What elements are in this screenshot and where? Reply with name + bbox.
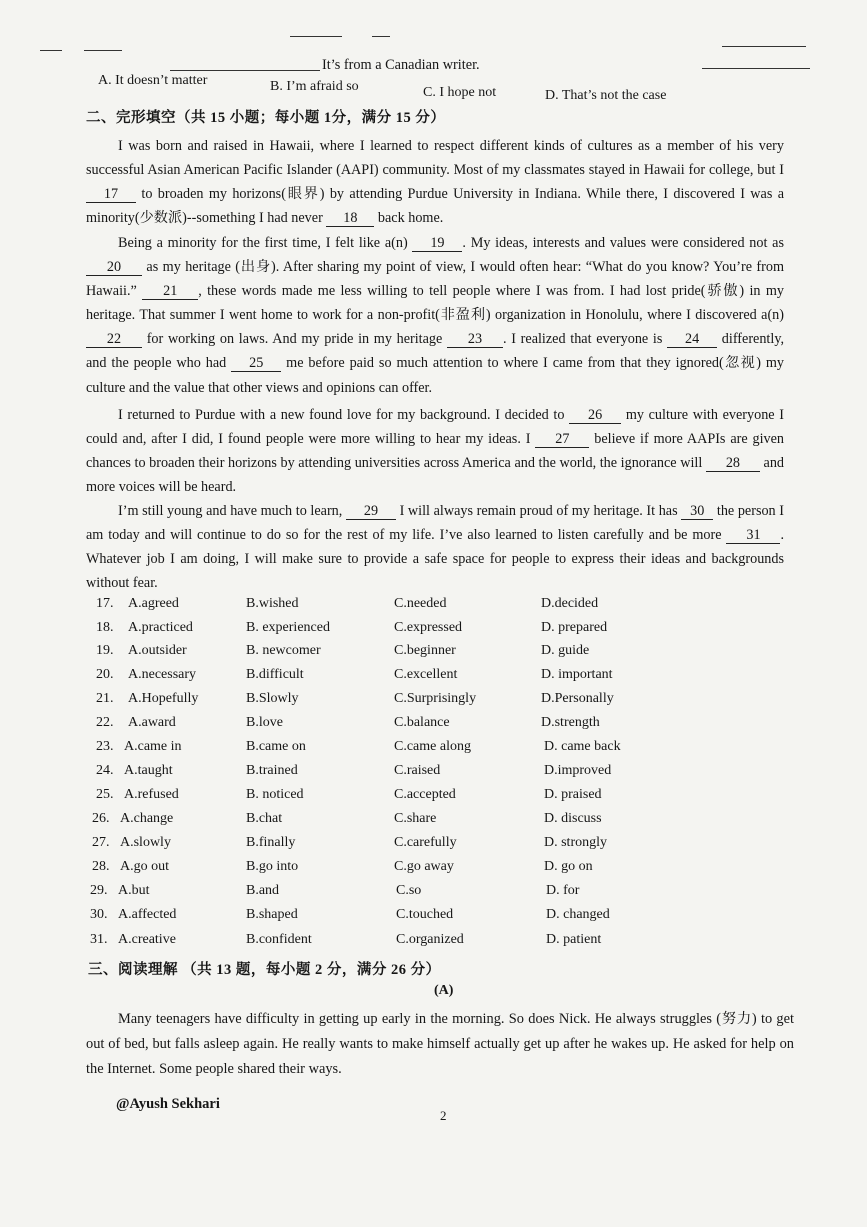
option-d: D.decided: [541, 596, 599, 611]
option-number: 21.: [96, 691, 114, 706]
option-b: B.go into: [246, 859, 299, 874]
option-d: D.improved: [544, 763, 612, 778]
top-rule-center-2: [372, 36, 390, 37]
p3-text-4: and more voices will be heard.: [86, 455, 785, 496]
blank-17: 17: [86, 186, 136, 203]
p2-text-5: for working on laws. And my pride in my heritage: [146, 331, 443, 348]
option-a: A.affected: [118, 907, 177, 922]
p3-text-2: my culture with everyone I could and, after I did, I found people were more willing to hear my ideas. I: [86, 407, 784, 448]
top-option-a: A. It doesn’t matter: [98, 73, 208, 88]
option-a: A.practiced: [128, 620, 193, 635]
option-b: B. noticed: [246, 787, 304, 802]
option-a: A.came in: [124, 739, 182, 754]
blank-22: 22: [86, 331, 142, 348]
option-number: 19.: [96, 643, 114, 658]
p3-text-3: believe if more AAPIs are given chances to broaden their horizons by attending universities across America and the world, the ignorance will: [86, 431, 785, 472]
blank-21: 21: [142, 283, 198, 300]
blank-31: 31: [726, 527, 780, 544]
p1-text-2: to broaden my horizons(眼界) by attending Purdue University in Indiana. While there, I discovered I was a minority(少数派)--something I had never: [86, 186, 785, 227]
top-rule-left-2: [84, 50, 122, 51]
cloze-paragraph-4: [86, 499, 784, 595]
p4-text-3: the person I am today and will continue to do so for the rest of my life. I’ve also learned to listen carefully and be more: [86, 503, 785, 544]
option-a: A.agreed: [128, 596, 179, 611]
reading-part-label: (A): [434, 983, 454, 998]
option-a: A.refused: [124, 787, 179, 802]
blank-23: 23: [447, 331, 503, 348]
p4-text-2: I will always remain proud of my heritage. It has: [399, 503, 678, 519]
blank-30: 30: [681, 503, 713, 520]
p4-text-4: . Whatever job I am doing, I will make sure to provide a safe space for people to express their ideas and backgrounds without fear.: [86, 527, 785, 592]
option-b: B.and: [246, 883, 280, 898]
option-a: A.necessary: [128, 667, 197, 682]
option-b: B.chat: [246, 811, 283, 826]
top-option-d: D. That’s not the case: [545, 88, 667, 103]
option-c: C.so: [396, 883, 422, 898]
option-b: B.came on: [246, 739, 306, 754]
p2-text-4: , these words made me less willing to tell people where I was from. I had lost pride(骄傲) in my heritage. That summer I went home to work for a non-profit(非盈利) organization in Honolulu, where I discovered a(n): [86, 283, 785, 324]
answer-blank-line: [170, 70, 320, 71]
option-number: 30.: [90, 907, 108, 922]
blank-19: 19: [412, 235, 462, 252]
option-c: C.Surprisingly: [394, 691, 477, 706]
option-number: 28.: [92, 859, 110, 874]
option-d: D. praised: [544, 787, 602, 802]
question-stem-tail: It’s from a Canadian writer.: [322, 57, 480, 73]
section3-title: 三、阅读理解 （共 13 题，每小题 2 分，满分 26 分）: [88, 962, 441, 978]
option-c: C.carefully: [394, 835, 457, 850]
option-d: D.Personally: [541, 691, 614, 706]
option-b: B.finally: [246, 835, 296, 850]
option-number: 31.: [90, 932, 108, 947]
option-c: C.expressed: [394, 620, 463, 635]
option-d: D. came back: [544, 739, 621, 754]
blank-28: 28: [706, 455, 760, 472]
option-a: A.Hopefully: [128, 691, 199, 706]
page-number: 2: [440, 1108, 447, 1123]
reading-author: @Ayush Sekhari: [116, 1096, 220, 1112]
top-option-b: B. I’m afraid so: [270, 79, 359, 94]
option-d: D. go on: [544, 859, 593, 874]
blank-25: 25: [231, 355, 281, 372]
option-number: 17.: [96, 596, 114, 611]
option-d: D. prepared: [541, 620, 608, 635]
option-b: B.wished: [246, 596, 299, 611]
option-number: 23.: [96, 739, 114, 754]
top-rule-left-1: [40, 50, 62, 51]
option-number: 25.: [96, 787, 114, 802]
reading-intro: [86, 1007, 794, 1082]
p2-text-7: differently, and the people who had: [86, 331, 785, 372]
option-d: D.strength: [541, 715, 600, 730]
option-c: C.go away: [394, 859, 454, 874]
option-b: B.love: [246, 715, 283, 730]
blank-26: 26: [569, 407, 621, 424]
option-d: D. changed: [546, 907, 610, 922]
option-a: A.but: [118, 883, 150, 898]
option-b: B.confident: [246, 932, 312, 947]
cloze-paragraph-3: [86, 403, 784, 499]
blank-29: 29: [346, 503, 396, 520]
option-a: A.change: [120, 811, 174, 826]
option-number: 26.: [92, 811, 110, 826]
option-c: C.excellent: [394, 667, 458, 682]
option-c: C.beginner: [394, 643, 456, 658]
blank-27: 27: [535, 431, 589, 448]
option-b: B.shaped: [246, 907, 298, 922]
p1-text-3: back home.: [377, 210, 444, 227]
p2-text-2: . My ideas, interests and values were considered not as: [462, 235, 784, 251]
option-number: 24.: [96, 763, 114, 778]
p1-text-1: I was born and raised in Hawaii, where I learned to respect different kinds of cultures as a member of his very successful Asian American Pacific Islander (AAPI) community. Most of my classmates stayed in Hawaii for college, but I: [86, 138, 784, 179]
option-b: B. experienced: [246, 620, 330, 635]
option-c: C.balance: [394, 715, 450, 730]
cloze-paragraph-2: [86, 231, 784, 400]
option-number: 27.: [92, 835, 110, 850]
option-a: A.creative: [118, 932, 176, 947]
option-a: A.taught: [124, 763, 173, 778]
blank-20: 20: [86, 259, 142, 276]
option-number: 18.: [96, 620, 114, 635]
option-c: C.share: [394, 811, 437, 826]
top-rule-center: [290, 36, 342, 37]
cloze-paragraph-1: [86, 134, 784, 230]
top-rule-right-2: [702, 68, 810, 69]
option-b: B. newcomer: [246, 643, 321, 658]
option-d: D. discuss: [544, 811, 602, 826]
blank-24: 24: [667, 331, 717, 348]
reading-intro-text: Many teenagers have difficulty in getting up early in the morning. So does Nick. He always struggles (努力) to get out of bed, but falls asleep again. He really wants to make himself actually get up after he wakes up. He asked for help on the Internet. Some people shared their ways.: [86, 1011, 794, 1077]
option-d: D. important: [541, 667, 613, 682]
blank-18: 18: [326, 210, 374, 227]
option-d: D. strongly: [544, 835, 607, 850]
p2-text-6: . I realized that everyone is: [503, 331, 663, 348]
option-number: 22.: [96, 715, 114, 730]
top-option-c: C. I hope not: [423, 85, 497, 100]
option-c: C.raised: [394, 763, 441, 778]
p3-text-1: I returned to Purdue with a new found love for my background. I decided to: [118, 407, 565, 423]
p4-text-1: I’m still young and have much to learn,: [118, 503, 343, 519]
option-c: C.organized: [396, 932, 464, 947]
p2-text-8: me before paid so much attention to where I came from that they ignored(忽视) my culture and the value that other views and opinions can offer.: [86, 355, 785, 396]
option-b: B.Slowly: [246, 691, 299, 706]
option-number: 29.: [90, 883, 108, 898]
option-d: D. for: [546, 883, 580, 898]
option-c: C.needed: [394, 596, 447, 611]
option-c: C.came along: [394, 739, 471, 754]
option-b: B.difficult: [246, 667, 304, 682]
option-number: 20.: [96, 667, 114, 682]
top-rule-right-1: [722, 46, 806, 47]
p2-text-3: as my heritage (出身). After sharing my point of view, I would often hear: “What do you know? You’re from Hawaii.”: [86, 259, 785, 300]
option-a: A.slowly: [120, 835, 171, 850]
option-b: B.trained: [246, 763, 298, 778]
option-c: C.touched: [396, 907, 454, 922]
option-a: A.outsider: [128, 643, 187, 658]
option-a: A.award: [128, 715, 176, 730]
option-d: D. guide: [541, 643, 590, 658]
option-d: D. patient: [546, 932, 602, 947]
option-c: C.accepted: [394, 787, 456, 802]
section2-title: 二、完形填空（共 15 小题；每小题 1分，满分 15 分）: [86, 110, 446, 126]
p2-text-1: Being a minority for the first time, I felt like a(n): [118, 235, 408, 251]
option-a: A.go out: [120, 859, 169, 874]
